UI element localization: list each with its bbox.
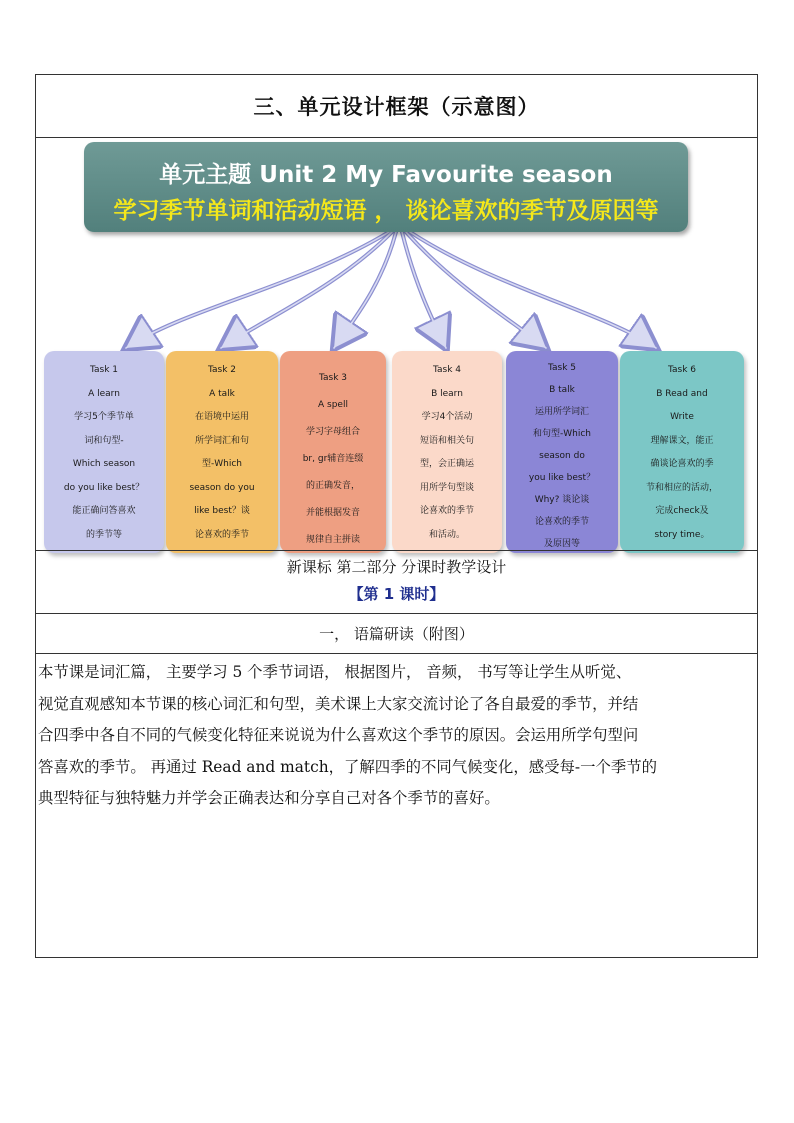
task-line: 完成check及 [655,506,709,516]
task-card-2 [166,351,278,553]
task-line: 型-Which [201,459,242,469]
task-line: 理解课文，能正 [650,435,714,446]
body-line: 视觉直观感知本节课的核心词汇和句型，美术课上大家交流讨论了各自最爱的季节，并结 [38,694,639,713]
task-line: 论喜欢的季节 [194,529,249,540]
unit-theme-title: 单元主题 Unit 2 My Favourite season [159,162,613,188]
task-line: 学习4个活动 [421,412,473,422]
task-line: Task 6 [667,365,696,375]
design-table [35,74,758,958]
task-line: 短语和相关句 [419,435,474,446]
task-line: Task 4 [432,365,461,375]
task-card-4 [392,351,502,553]
task-line: season do you [189,482,255,493]
task-line: 的正确发音， [305,481,360,491]
task-line: story time。 [654,529,710,540]
task-line: 论喜欢的季节 [419,506,474,516]
task-line: you like best？ [528,473,596,483]
task-line: Which season [72,459,136,469]
task-line: Write [670,412,694,422]
task-line: 和句型-Which [532,429,591,439]
task-line: A spell [318,400,348,410]
discourse-study-heading: 一， 语篇研读（附图） [319,624,474,643]
task-line: 学习5个季节单 [74,412,134,422]
task-line: like best？谈 [194,506,250,516]
task-line: 学习字母组合 [305,427,360,437]
task-line: 在语境中运用 [194,412,249,422]
task-line: 所学词汇和句 [194,435,249,446]
task-line: B learn [431,388,463,399]
arrow-task-3 [334,232,396,348]
lesson-period: 【第 1 课时】 [348,585,445,603]
task-card-5 [506,351,618,553]
task-line: B Read and [656,388,708,399]
task-line: Why? 谈论谈 [534,495,590,505]
task-line: 用所学句型谈 [419,482,474,493]
task-line: 规律自主拼读 [305,535,360,545]
task-line: Task 2 [207,365,236,375]
task-line: Task 1 [89,365,118,375]
arrow-task-2 [221,232,392,348]
unit-theme-goal: 学习季节单词和活动短语 ， 谈论喜欢的季节及原因等 [113,198,659,224]
body-line: 典型特征与独特魅力并学会正确表达和分享自己对各个季节的喜好。 [38,789,500,808]
task-line: B talk [549,385,575,395]
task-line: br, gr辅音连缀 [302,454,364,464]
task-line: 型，会正确运 [419,459,474,469]
task-line: 和活动。 [428,529,465,540]
arrow-task-6 [410,232,656,348]
task-line: do you like best？ [63,482,145,493]
task-card-6 [620,351,744,553]
unit-framework-diagram [36,138,757,558]
task-line: 词和句型- [84,435,124,446]
body-line: 本节课是词汇篇， 主要学习 5 个季节词语， 根据图片， 音频， 书写等让学生从听觉、 [38,663,632,681]
lesson-section-title: 新课标 第二部分 分课时教学设计 [286,558,507,576]
section-title: 三、单元设计框架（示意图） [253,94,540,119]
task-line: 及原因等 [543,539,580,549]
task-line: 确谈论喜欢的季 [650,459,714,469]
unit-theme-banner [84,142,688,232]
task-line: 能正确问答喜欢 [72,506,136,516]
discourse-study-body [36,657,757,815]
task-line: Task 3 [318,373,347,383]
task-line: 的季节等 [85,529,122,540]
body-line: 合四季中各自不同的气候变化特征来说说为什么喜欢这个季节的原因。会运用所学句型问 [38,726,639,745]
task-line: A talk [209,388,235,399]
task-line: 节和相应的活动， [645,482,718,493]
task-line: Task 5 [547,363,576,373]
body-line: 答喜欢的季节。 再通过 Read and match，了解四季的不同气候变化，感受每-一个季节的 [38,757,658,776]
task-line: 并能根据发音 [305,508,360,518]
task-card-1 [44,351,164,553]
task-card-3 [280,351,386,553]
task-line: 论喜欢的季节 [534,517,589,527]
table-divider [36,653,757,654]
task-line: A learn [88,388,120,399]
task-line: season do [539,451,585,461]
lesson-header [36,550,757,612]
task-line: 运用所学词汇 [534,407,589,417]
arrow-task-1 [126,232,389,348]
